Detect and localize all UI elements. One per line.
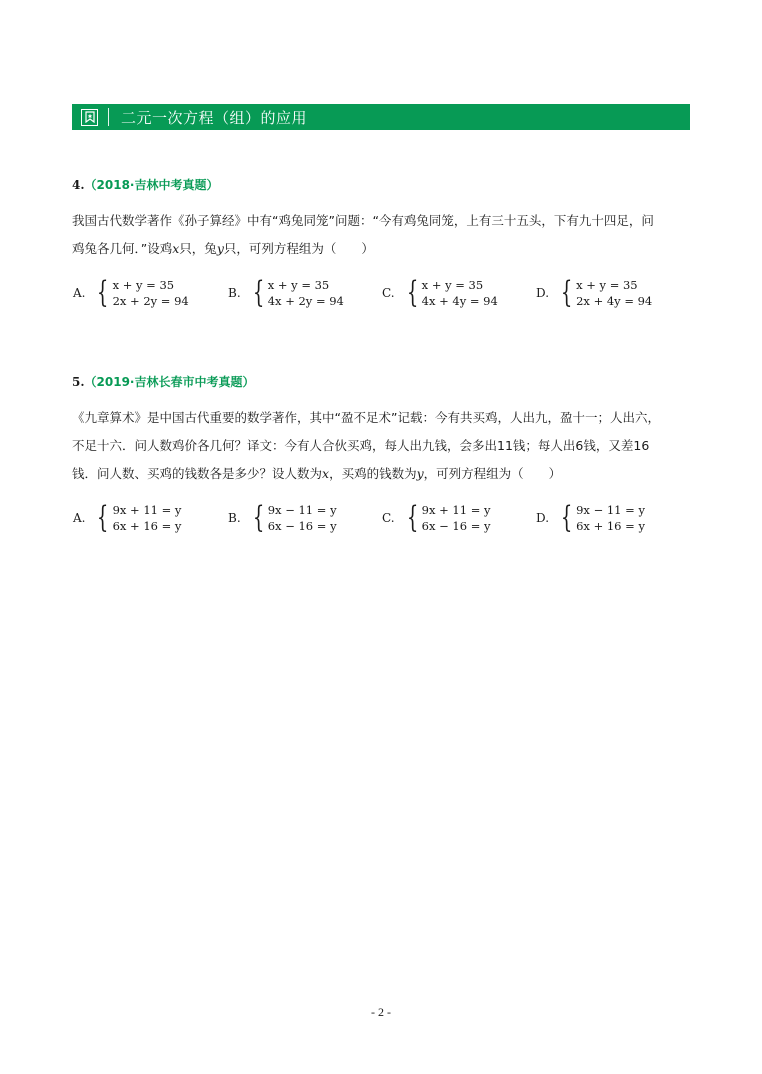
question-5-text-line-1: 《九章算术》是中国古代重要的数学著作，其中“盈不足术”记载：今有共买鸡，人出九，盈十一；人出六，	[72, 410, 660, 425]
question-source: （2018·吉林中考真题）	[84, 178, 219, 192]
brace-icon: {	[97, 275, 109, 310]
question-source: （2019·吉林长春市中考真题）	[84, 375, 255, 389]
brace-icon: {	[406, 500, 418, 535]
brace-icon: {	[560, 500, 573, 535]
question-number: 5.	[72, 375, 85, 389]
question-4-text-line-1: 我国古代数学著作《孙子算经》中有“鸡兔同笼”问题：“今有鸡兔同笼，上有三十五头，下有九十四足，问	[72, 213, 654, 228]
section-banner	[72, 104, 690, 130]
option-4c[interactable]: C. { x + y = 35 4x + 4y = 94	[382, 275, 498, 310]
question-5-text-line-3: 钱．问人数、买鸡的钱数各是多少？设人数为x，买鸡的钱数为y，可列方程组为（ ）	[72, 466, 562, 481]
option-4a[interactable]: A. { x + y = 35 2x + 2y = 94	[73, 275, 189, 310]
brace-icon: {	[406, 275, 418, 310]
page-number: - 2 -	[371, 1005, 391, 1019]
question-5-text-line-2: 不足十六．问人数鸡价各几何？译文：今有人合伙买鸡，每人出九钱，会多出11钱；每人出6钱，又差16	[72, 438, 650, 453]
section-title: 二元一次方程（组）的应用	[121, 108, 308, 127]
var-x: x	[322, 466, 330, 481]
var-y: y	[416, 466, 424, 481]
question-5-header	[72, 373, 255, 390]
question-4-header	[72, 176, 219, 193]
var-y: y	[216, 241, 224, 256]
bookmark-star-icon	[81, 109, 98, 126]
var-x: x	[172, 241, 180, 256]
option-5d[interactable]: D. { 9x − 11 = y 6x + 16 = y	[536, 500, 645, 535]
brace-icon: {	[252, 275, 264, 310]
brace-icon: {	[252, 500, 264, 535]
brace-icon: {	[97, 500, 109, 535]
banner-divider	[108, 108, 109, 126]
question-4-text-line-2: 鸡兔各几何．”设鸡x只，兔y只，可列方程组为（ ）	[72, 241, 374, 256]
option-5a[interactable]: A. { 9x + 11 = y 6x + 16 = y	[73, 500, 182, 535]
option-4b[interactable]: B. { x + y = 35 4x + 2y = 94	[228, 275, 344, 310]
brace-icon: {	[560, 275, 573, 310]
option-5b[interactable]: B. { 9x − 11 = y 6x − 16 = y	[228, 500, 337, 535]
option-5c[interactable]: C. { 9x + 11 = y 6x − 16 = y	[382, 500, 491, 535]
question-number: 4.	[72, 178, 85, 192]
option-4d[interactable]: D. { x + y = 35 2x + 4y = 94	[536, 275, 653, 310]
